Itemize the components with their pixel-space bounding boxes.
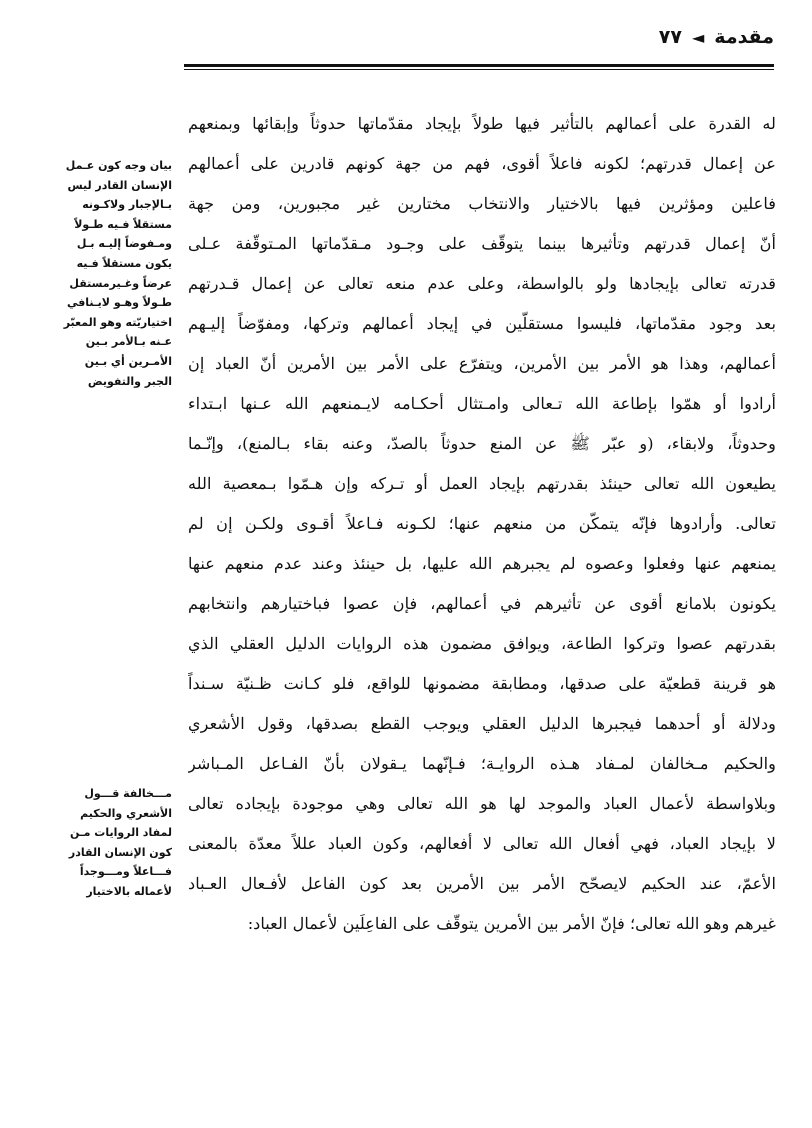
text-line: وبلاواسطة لأعمال العباد والموجد لها هو الله تعالى وهي موجودة بإيجاده تعالى (188, 794, 776, 813)
text-line: يكونون بلامانع أقوى عن تأثيرهم في أعمالهم، فإن عصوا فباختيارهم وانتخابهم (188, 594, 776, 613)
margin-note-line: ومـفوضاً إليـه بـل (76, 237, 172, 251)
header-rule (184, 64, 774, 70)
margin-note-line: بـالإجبار ولاكـونه (82, 198, 172, 212)
text-line: بقدرتهم عصوا وتركوا الطاعة، ويوافق مضمون هذه الروايات الدليل العقلي الذي (188, 634, 776, 653)
text-line: يطيعون الله تعالى حينئذ بقدرتهم بإيجاد العمل أو تـركه وإن هـمّوا بـمعصية الله (188, 474, 776, 493)
text-line: وحدوثاً، ولابقاء، (و عبّر ﷺ عن المنع حدوثاً بالصدّ، وعنه بقاء بـالمنع)، وإنّـما (188, 434, 776, 453)
text-line: قدرته تعالى بإيجادها ولو بالواسطة، وعلى عدم منعه تعالى عن إعمال قـدرتهم (188, 274, 776, 293)
margin-note-line: لأعماله بالاختيار (86, 884, 172, 898)
text-line: ودلالة أو أحدهما فيجبرها الدليل العقلي ويوجب القطع بصدقها، وقول الأشعري (188, 714, 776, 733)
text-line: يمنعهم عنها وفعلوا وعصوه لم يجبرهم الله عليها، بل حينئذ وعند عدم منعهم عنها (188, 554, 776, 573)
main-text (188, 104, 776, 944)
margin-note-line: الأمـرين أي بـين (84, 354, 172, 368)
margin-note-2 (60, 784, 172, 902)
section-title: مقدمة (714, 26, 774, 48)
margin-note-line: مستقلاً فـيه طـولاً (74, 217, 172, 231)
margin-note-line: عرضاً وغـيرمستقل (69, 276, 172, 290)
text-line: الأعمّ، عند الحكيم لايصحّح الأمر بين الأمرين بعد كون الفاعل لأفـعال العـباد (188, 874, 776, 893)
text-line: له القدرة على أعمالهم بالتأثير فيها طولاً بإيجاد مقدّماتها حدوثاً وإبقائها وبمنعهم (188, 114, 776, 133)
page-header (184, 26, 774, 64)
margin-note-line: الجبر والتفويض (87, 374, 172, 388)
margin-note-line: فـــاعلاً ومـــوجداً (79, 865, 172, 879)
margin-note-line: كون الإنسان القادر (68, 845, 172, 859)
text-line: أنّ إعمال قدرتهم وتأثيرها بينما يتوقّف على وجـود مـقدّماتها المـتوقّفة عـلى (188, 234, 776, 253)
text-line: فاعلين ومؤثرين فيها بالاختيار والانتخاب مختارين غير مجبورين، ومن جهة (188, 194, 776, 213)
margin-note-line: الأشعري والحكيم (80, 806, 172, 820)
margin-note-line: بيان وجه كون عـمل (65, 159, 172, 172)
text-line: تعالى. وأرادوها فإنّه يتمكّن من منعهم عنها؛ لكـونه فـاعلاً أقـوى ولكـن إن لم (188, 514, 776, 533)
text-line: غيرهم وهو الله تعالى؛ فإنّ الأمر بين الأمرين يتوقّف على الفاعِلَين لأعمال العباد: (247, 914, 776, 933)
margin-note-1 (60, 156, 172, 391)
text-line: أرادوا أو همّوا بإطاعة الله تـعالى وامـتثال أحكـامه لايـمنعهم الله عـنها ابـتداء (188, 394, 776, 413)
text-line: والحكيم مـخالفان لمـفاد هـذه الروايـة؛ فـإنّهما يـقولان بأنّ الفـاعل المـباشر (188, 754, 776, 773)
margin-note-line: الإنسان القادر ليس (67, 178, 172, 192)
page-number: ٧٧ (658, 26, 682, 48)
text-line: أعمالهم، وهذا هو الأمر بين الأمرين، ويتفرّع على الأمر بين الأمرين أنّ العباد إن (188, 354, 776, 373)
running-head (659, 26, 774, 48)
margin-note-line: يكون مستقلاً فـيه (76, 256, 172, 270)
text-line: عن إعمال قدرتهم؛ لكونه فاعلاً أقوى، فهم من جهة كونهم قادرين على أعمالهم (188, 154, 776, 173)
margin-note-line: اختياريّته وهو المعبّر (63, 315, 172, 329)
text-line: هو قرينة قطعيّة على صدقها، ومطابقة مضمونها للواقع، فلو كـانت ظـنيّة سـنداً (188, 674, 776, 693)
margin-note-line: عـنه بـالأمر بـين (85, 335, 172, 349)
text-line: بعد وجود مقدّماتها، فليسوا مستقلّين في إيجاد أعمالهم وتركها، ومفوّضاً إليـهم (188, 314, 776, 333)
text-line: لا بإيجاد العباد، فهي أفعال الله تعالى لا أفعالهم، وكون العباد عللاً معدّة بالمعنى (188, 834, 776, 853)
margin-note-line: طـولاً وهـو لايـنافي (66, 296, 172, 310)
margin-note-line: لمفاد الروايات مـن (70, 826, 172, 840)
margin-note-line: مـــخالفة قـــول (84, 787, 172, 800)
arrow-left-icon: ◄ (691, 27, 705, 47)
